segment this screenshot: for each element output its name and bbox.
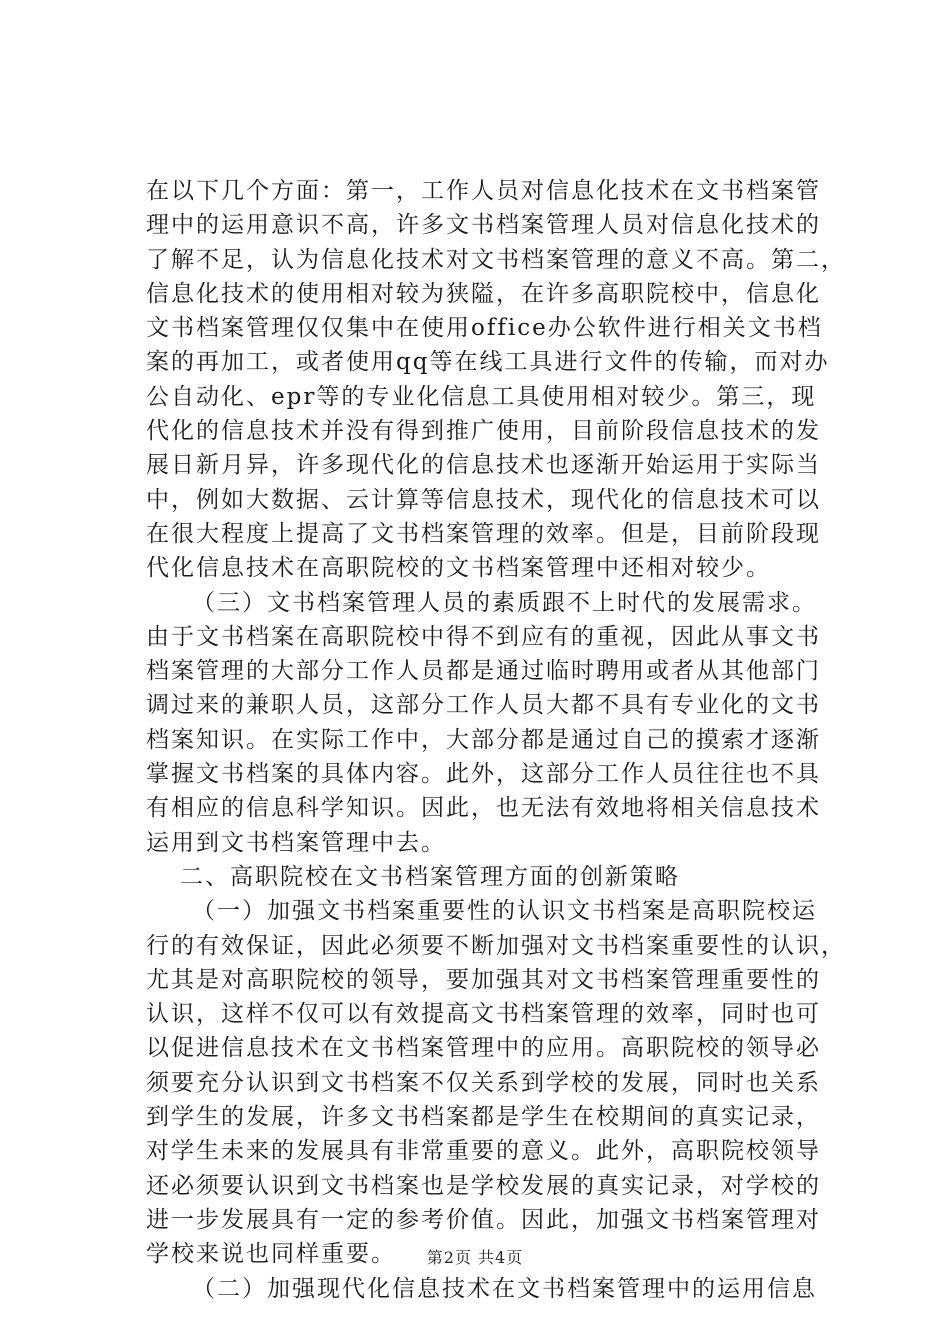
text-line: 中，例如大数据、云计算等信息技术，现代化的信息技术可以	[146, 486, 821, 513]
text-line: 理中的运用意识不高，许多文书档案管理人员对信息化技术的	[146, 212, 821, 239]
text-line: 在很大程度上提高了文书档案管理的效率。但是，目前阶段现	[146, 520, 821, 547]
section-heading: （一）加强文书档案重要性的认识文书档案是高职院校运	[192, 898, 817, 925]
text-line: 有相应的信息科学知识。因此，也无法有效地将相关信息技术	[146, 795, 821, 822]
text-line: 代化信息技术在高职院校的文书档案管理中还相对较少。	[146, 555, 771, 582]
text-line: 学校来说也同样重要。	[146, 1241, 396, 1268]
text-line: 在以下几个方面：第一，工作人员对信息化技术在文书档案管	[146, 178, 821, 204]
document-body	[146, 174, 846, 1306]
section-heading: （三）文书档案管理人员的素质跟不上时代的发展需求。	[192, 589, 817, 616]
text-line: 档案管理的大部分工作人员都是通过临时聘用或者从其他部门	[146, 658, 821, 685]
text-line: 以促进信息技术在文书档案管理中的应用。高职院校的领导必	[146, 1035, 821, 1062]
text-line: 案的再加工，或者使用qq等在线工具进行文件的传输，而对办	[146, 349, 830, 376]
chapter-heading: 二、高职院校在文书档案管理方面的创新策略	[180, 863, 680, 890]
text-line: 公自动化、epr等的专业化信息工具使用相对较少。第三，现	[146, 383, 817, 410]
text-line: 信息化技术的使用相对较为狭隘，在许多高职院校中，信息化	[146, 280, 821, 307]
text-line: 行的有效保证，因此必须要不断加强对文书档案重要性的认识，	[146, 932, 846, 959]
text-line: 了解不足，认为信息化技术对文书档案管理的意义不高。第二，	[146, 246, 846, 273]
text-line: 档案知识。在实际工作中，大部分都是通过自己的摸索才逐渐	[146, 726, 821, 753]
text-line: 对学生未来的发展具有非常重要的意义。此外，高职院校领导	[146, 1138, 821, 1165]
text-line: 展日新月异，许多现代化的信息技术也逐渐开始运用于实际当	[146, 452, 821, 479]
page-footer	[0, 1245, 950, 1268]
text-line: 到学生的发展，许多文书档案都是学生在校期间的真实记录，	[146, 1104, 821, 1131]
page-number: 第2页 共4页	[426, 1248, 524, 1267]
text-line: 调过来的兼职人员，这部分工作人员大都不具有专业化的文书	[146, 692, 821, 719]
section-heading: （二）加强现代化信息技术在文书档案管理中的运用信息	[192, 1275, 817, 1302]
text-line: 尤其是对高职院校的领导，要加强其对文书档案管理重要性的	[146, 966, 821, 993]
text-line: 文书档案管理仅仅集中在使用office办公软件进行相关文书档	[146, 315, 823, 342]
text-line: 须要充分认识到文书档案不仅关系到学校的发展，同时也关系	[146, 1069, 821, 1096]
text-line: 运用到文书档案管理中去。	[146, 829, 446, 856]
text-line: 还必须要认识到文书档案也是学校发展的真实记录，对学校的	[146, 1172, 821, 1199]
text-line: 掌握文书档案的具体内容。此外，这部分工作人员往往也不具	[146, 761, 821, 788]
text-line: 进一步发展具有一定的参考价值。因此，加强文书档案管理对	[146, 1206, 821, 1233]
text-line: 认识，这样不仅可以有效提高文书档案管理的效率，同时也可	[146, 1001, 821, 1028]
text-line: 由于文书档案在高职院校中得不到应有的重视，因此从事文书	[146, 623, 821, 650]
text-line: 代化的信息技术并没有得到推广使用，目前阶段信息技术的发	[146, 418, 821, 445]
